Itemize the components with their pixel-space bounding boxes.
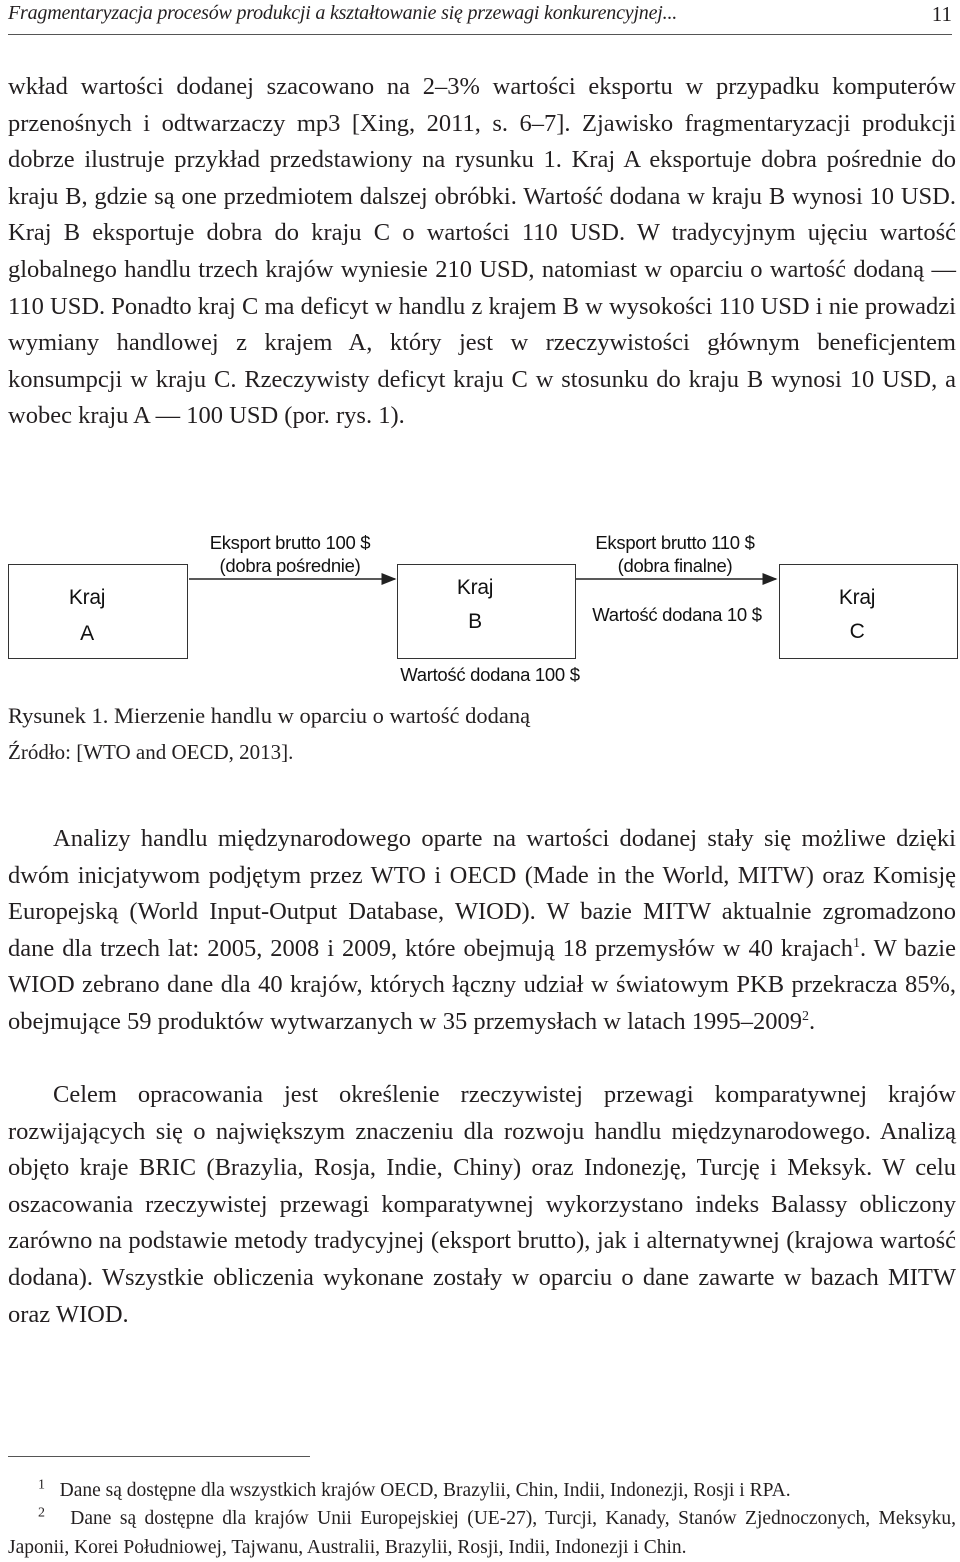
box-b-label-2: B <box>468 610 482 633</box>
footnote-1 <box>8 1476 956 1505</box>
footnote-ref-2[interactable]: 2 <box>801 1008 809 1024</box>
box-b-label-1: Kraj <box>456 576 494 599</box>
paragraph-2-part-2: . W bazie WIOD zebrano dane dla 40 krajów, których łączny udział w światowym PKB przekracza 85%, obejmujące 59 produktów wytwarzanych w 35 przemysłach w latach 1995–2009 <box>8 934 956 1035</box>
footnote-2 <box>8 1504 956 1562</box>
paragraph-3 <box>8 1077 956 1333</box>
paragraph-2-part-1: Analizy handlu międzynarodowego oparte na wartości dodanej stały się możliwe dzięki dwóm inicjatywom podjętym przez WTO i OECD (Made in the World, MITW) oraz Komisję Europejską (World Input-Output Database, WIOD). W bazie MITW aktualnie zgromadzono dane dla trzech lat: 2005, 2008 i 2009, które obejmują 18 przemysłów w 40 krajach <box>8 825 956 962</box>
box-a-label-1: Kraj <box>68 586 106 609</box>
value-added-a-label: Wartość dodana 100 $ <box>400 664 580 685</box>
arrow-bc-label-1: Eksport brutto 110 $ <box>595 532 755 553</box>
running-header <box>8 0 952 35</box>
figure-caption: Rysunek 1. Mierzenie handlu w oparciu o wartość dodaną <box>8 703 531 728</box>
figure-source: Źródło: [WTO and OECD, 2013]. <box>8 740 294 764</box>
page-number: 11 <box>931 2 952 26</box>
paragraph-1-text: wkład wartości dodanej szacowano na 2–3% wartości eksportu w przypadku komputerów przenośnych i odtwarzaczy mp3 [Xing, 2011, s. 6–7]. Zjawisko fragmentaryzacji produkcji dobrze ilustruje przykład przedstawiony na rysunku 1. Kraj A eksportuje dobra pośrednie do kraju B, gdzie są one przedmiotem dalszej obróbki. Wartość dodana w kraju B wynosi 10 USD. Kraj B eksportuje dobra do kraju C o wartości 110 USD. W tradycyjnym ujęciu wartość globalnego handlu trzech krajów wyniesie 210 USD, natomiast w oparciu o wartość dodaną — 110 USD. Ponadto kraj C ma deficyt w handlu z krajem B w wysokości 110 USD i nie prowadzi wymiany handlowej z krajem A, który jest w rzeczywistości głównym beneficjentem konsumpcji w kraju C. Rzeczywisty deficyt kraju C w stosunku do kraju B wynosi 10 USD, a wobec kraju A — 100 USD (por. rys. 1). <box>8 73 956 430</box>
footnote-rule <box>8 1456 310 1457</box>
arrow-ab-label-2: (dobra pośrednie) <box>219 555 361 576</box>
box-c-label-1: Kraj <box>838 586 876 609</box>
arrow-ab-label-1: Eksport brutto 100 $ <box>209 532 371 553</box>
footnote-2-mark: 2 <box>38 1505 45 1521</box>
arrow-bc-label-2: (dobra finalne) <box>617 555 733 576</box>
box-c-label-2: C <box>849 620 865 643</box>
figure-1 <box>6 524 960 694</box>
paragraph-3-text: Celem opracowania jest określenie rzeczywistej przewagi komparatywnej krajów rozwijających się o największym znaczeniu dla rozwoju handlu międzynarodowego. Analizą objęto kraje BRIC (Brazylia, Rosja, Indie, Chiny) oraz Indonezję, Turcję i Meksyk. W celu oszacowania rzeczywistej przewagi komparatywnej wykorzystano indeks Balassy obliczony zarówno na podstawie metody tradycyjnej (eksport brutto), jak i alternatywnej (krajowa wartość dodana). Wszystkie obliczenia wykonane zostały w oparciu o dane zawarte w bazach MITW oraz WIOD. <box>8 1081 956 1328</box>
running-title: Fragmentaryzacja procesów produkcji a kształtowanie się przewagi konkurencyjnej... <box>8 2 678 24</box>
footnote-1-mark: 1 <box>38 1477 45 1493</box>
box-country-c <box>779 564 958 659</box>
value-added-b-label: Wartość dodana 10 $ <box>592 604 762 625</box>
box-a-label-2: A <box>80 622 94 645</box>
footnote-2-text: Dane są dostępne dla krajów Unii Europejskiej (UE-27), Turcji, Kanady, Stanów Zjednoczonych, Meksyku, Japonii, Korei Południowej, Tajwanu, Australii, Brazylii, Rosji, Indii, Indonezji i Chin. <box>8 1508 956 1558</box>
paragraph-2-text <box>8 821 956 1041</box>
footnote-1-text: Dane są dostępne dla wszystkich krajów OECD, Brazylii, Chin, Indii, Indonezji, Rosji i RPA. <box>59 1480 791 1501</box>
paragraph-2 <box>8 821 956 1041</box>
paragraph-1 <box>8 69 956 435</box>
paragraph-2-part-3: . <box>808 1007 816 1035</box>
footnote-ref-1[interactable]: 1 <box>853 935 860 951</box>
